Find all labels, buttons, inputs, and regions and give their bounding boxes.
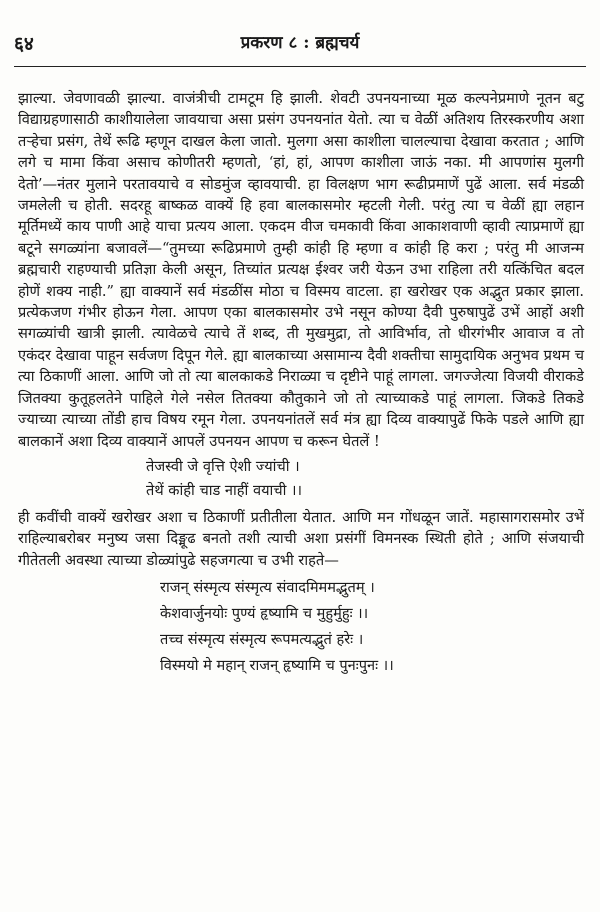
verse-line: तेजस्वी जे वृत्ति ऐशी ज्यांची । xyxy=(146,457,300,475)
page-number: ६४ xyxy=(14,33,34,55)
page-header xyxy=(14,30,586,58)
running-title: प्रकरण ८ : ब्रह्मचर्य xyxy=(240,33,360,53)
shloka-line: विस्मयो मे महान् राजन् हृष्यामि च पुनःपुनः ।। xyxy=(160,657,394,675)
body-text xyxy=(18,88,584,679)
shloka-line: राजन् संस्मृत्य संस्मृत्य संवादमिममद्भुतम् । xyxy=(160,579,375,597)
sanskrit-shloka xyxy=(18,575,584,679)
shloka-line: तच्च संस्मृत्य संस्मृत्य रूपमत्यद्भुतं हरेः । xyxy=(160,631,364,649)
marathi-verse xyxy=(18,455,584,503)
paragraph-1: झाल्या. जेवणावळी झाल्या. वाजंत्रीची टामटूम हि झाली. शेवटी उपनयनाच्या मूळ कल्पनेप्रमाणे नूतन बटु विद्याग्रहणासाठी काशीयालेला जावयाचा असा प्रसंग उपनयनांत येतो. त्या च वेळीं अतिशय तिरस्करणीय अशा तऱ्हेचा प्रसंग, तेथें रूढि म्हणून दाखल केला जातो. मुलगा असा काशीला चालल्याचा देखावा करतात ; आणि लगे च मामा किंवा असाच कोणीतरी म्हणतो, ‘हां, हां, आपण काशीला जाऊं नका. मी आपणांस मुलगी देतो’—नंतर मुलाने परतावयाचे व सोडमुंज व्हावयाची. हा विलक्षण भाग रूढीप्रमाणें पुढें आला. सर्व मंडळी जमलेली च होती. सदरहू बाष्कळ वाक्यें हि हवा बालकासमोर म्हटली गेली. परंतु त्या च वेळीं ह्या लहान मूर्तिमध्यें काय पाणी आहे याचा प्रत्यय आला. एकदम वीज चमकावी किंवा आकाशवाणी व्हावी त्याप्रमाणें ह्या बटूने सगळ्यांना बजावलें—“तुमच्या रूढिप्रमाणे तुम्ही कांही हि म्हणा व कांही हि करा ; परंतु मी आजन्म ब्रह्मचारी राहण्याची प्रतिज्ञा केली असून, तिच्यांत प्रत्यक्ष ईश्वर जरी येऊन उभा राहिला तरी यत्किंचित बदल होणें शक्य नाही.” ह्या वाक्यानें सर्व मंडळींस मोठा च विस्मय वाटला. हा खरोखर एक अद्भुत प्रकार झाला. प्रत्येकजण गंभीर होऊन गेला. आपण एका बालकासमोर उभे नसून कोण्या दैवी पुरुषापुढें उभें आहों अशी सगळ्यांची खात्री झाली. त्यावेळचे त्याचे तें शब्द, ती मुखमुद्रा, तो आविर्भाव, तो धीरगंभीर आवाज व तो एकंदर देखावा पाहून सर्वजण दिपून गेले. ह्या बालकाच्या असामान्य दैवी शक्तीचा सामुदायिक अनुभव प्रथम च त्या ठिकाणीं आला. आणि जो तो त्या बालकाकडे निराळ्या च दृष्टीने पाहूं लागला. जगज्जेत्या विजयी वीराकडे जितक्या कुतूहलतेने पाहिले गेले नसेल तितक्या कौतुकाने जो तो त्याच्याकडे पाहूं लागला. जिकडे तिकडे ज्याच्या त्याच्या तोंडी हाच विषय रमून गेला. उपनयनांतलें सर्व मंत्र ह्या दिव्य वाक्यापुढें फिके पडले आणि ह्या बालकानें अशा दिव्य वाक्यानें आपलें उपनयन आपण च करून घेतलें ! xyxy=(18,90,584,450)
header-rule xyxy=(14,66,586,67)
shloka-line: केशवार्जुनयोः पुण्यं हृष्यामि च मुहुर्मुहुः ।। xyxy=(160,605,369,623)
verse-line: तेथें कांही चाड नाहीं वयाची ।। xyxy=(146,481,303,499)
paragraph-2: ही कवींची वाक्यें खरोखर अशा च ठिकाणीं प्रतीतीला येतात. आणि मन गोंधळून जातें. महासागरासमोर उभें राहिल्याबरोबर मनुष्य जसा दिङ्मूढ बनतो तशी त्याची अशा प्रसंगीं विमनस्क स्थिती होते ; आणि संजयाची गीतेतली अवस्था त्याच्या डोळ्यांपुढे सहजगत्या च उभी राहते— xyxy=(18,508,584,569)
